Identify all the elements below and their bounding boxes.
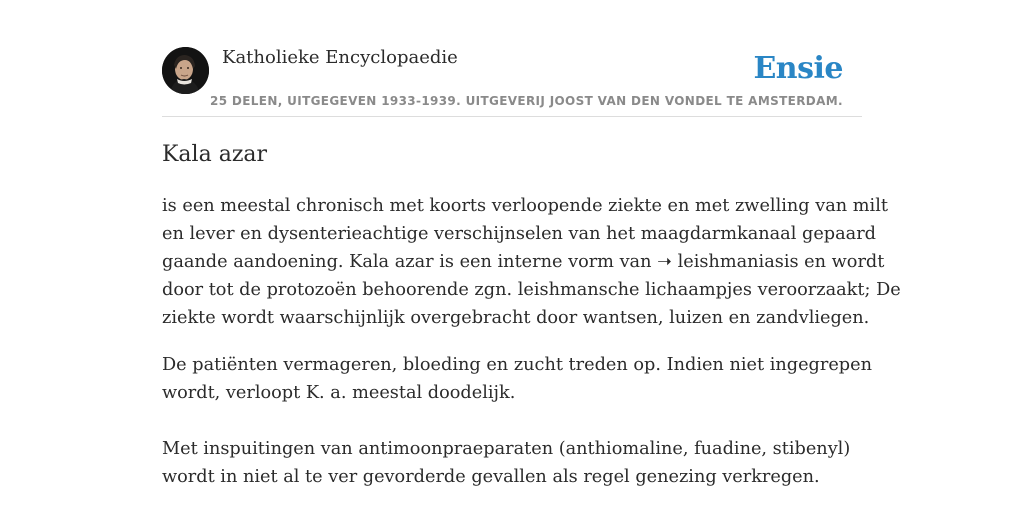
paragraph-line: De patiënten vermageren, bloeding en zucht treden op. Indien niet ingegrepen — [162, 355, 872, 375]
entry-paragraph-1 — [162, 192, 901, 332]
paragraph-line: en lever en dysenterieachtige verschijnselen van het maagdarmkanaal gepaard — [162, 224, 876, 244]
brand-logo[interactable]: Ensie — [753, 51, 843, 86]
entry-paragraph-2 — [162, 351, 872, 407]
paragraph-line: ziekte wordt waarschijnlijk overgebracht door wantsen, luizen en zandvliegen. — [162, 308, 870, 328]
entry-title: Kala azar — [162, 142, 268, 167]
paragraph-line: wordt in niet al te ver gevorderde gevallen als regel genezing verkregen. — [162, 467, 820, 487]
link-arrow-icon: ➝ — [657, 252, 672, 272]
paragraph-line — [162, 248, 885, 276]
paragraph-text: gaande aandoening. Kala azar is een interne vorm van — [162, 252, 658, 272]
paragraph-text: en wordt — [798, 252, 885, 272]
paragraph-line: Met inspuitingen van antimoonpraeparaten (anthiomaline, fuadine, stibenyl) — [162, 439, 851, 459]
leishmaniasis-link[interactable]: leishmaniasis — [671, 252, 799, 272]
paragraph-line: is een meestal chronisch met koorts verloopende ziekte en met zwelling van milt — [162, 196, 888, 216]
portrait-icon[interactable] — [162, 47, 209, 94]
source-header — [162, 44, 862, 117]
paragraph-line: door tot de protozoën behoorende zgn. leishmansche lichaampjes veroorzaakt; De — [162, 280, 901, 300]
entry-paragraph-3 — [162, 435, 862, 491]
source-title[interactable]: Katholieke Encyclopaedie — [222, 47, 458, 68]
paragraph-line: wordt, verloopt K. a. meestal doodelijk. — [162, 383, 516, 403]
source-subtitle: 25 DELEN, UITGEGEVEN 1933-1939. UITGEVERIJ JOOST VAN DEN VONDEL TE AMSTERDAM. — [210, 94, 843, 108]
